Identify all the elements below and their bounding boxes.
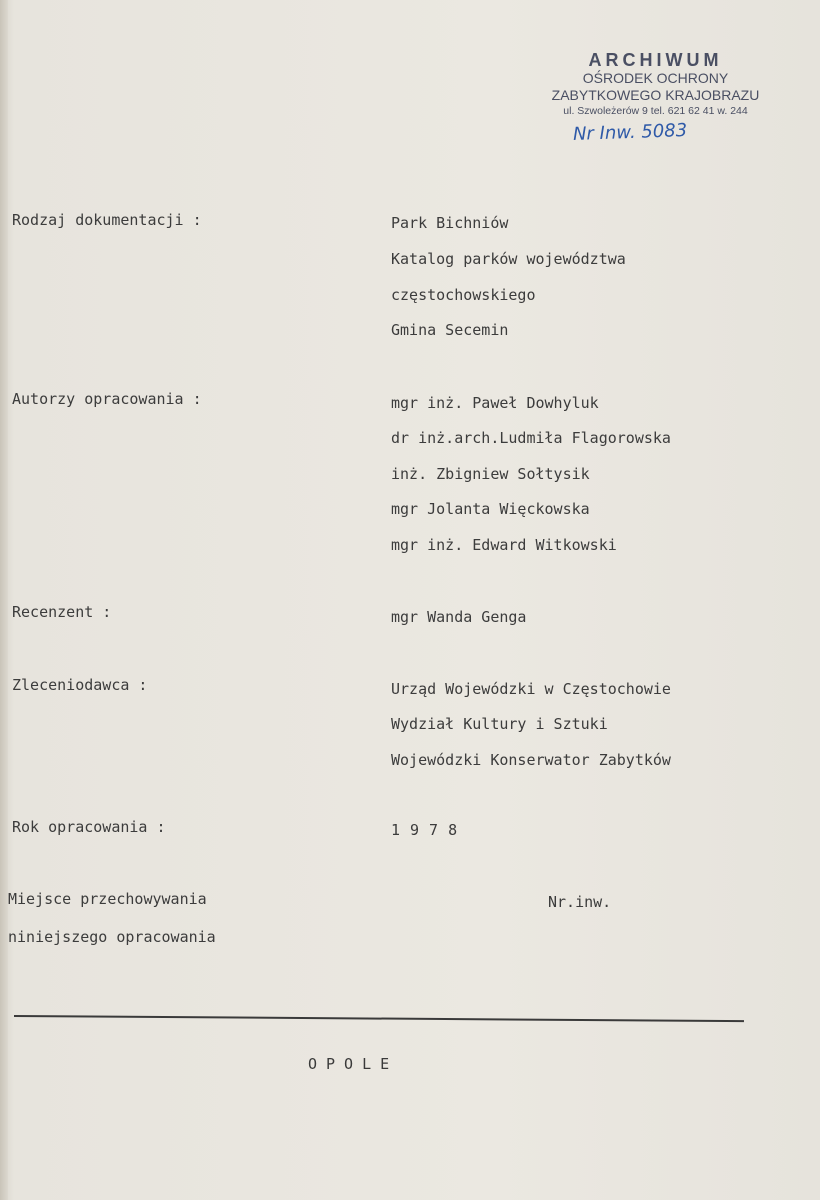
author-3: inż. Zbigniew Sołtysik [391, 465, 590, 483]
client-label: Zleceniodawca : [12, 676, 148, 694]
type-value-4: Gmina Secemin [391, 321, 509, 339]
author-2: dr inż.arch.Ludmiła Flagorowska [391, 429, 671, 447]
footer-city: OPOLE [308, 1055, 399, 1073]
stamp-address: ul. Szwoleżerów 9 tel. 621 62 41 w. 244 [563, 105, 748, 117]
type-label: Rodzaj dokumentacji : [12, 211, 202, 229]
storage-label-1: Miejsce przechowywania [8, 890, 207, 908]
storage-label-2: niniejszego opracowania [8, 928, 216, 946]
client-value-2: Wydział Kultury i Sztuki [391, 715, 608, 733]
type-value-2: Katalog parków województwa [391, 250, 626, 268]
year-value: 1978 [391, 821, 468, 839]
stamp-title: ARCHIWUM [588, 50, 723, 70]
client-value-1: Urząd Wojewódzki w Częstochowie [391, 680, 671, 698]
author-4: mgr Jolanta Więckowska [391, 500, 590, 518]
reviewer-value: mgr Wanda Genga [391, 608, 527, 626]
type-value-3: częstochowskiego [391, 286, 536, 304]
divider-line [14, 1015, 744, 1022]
binding-edge [0, 0, 8, 1200]
archive-stamp [548, 50, 763, 119]
author-1: mgr inż. Paweł Dowhyluk [391, 394, 599, 412]
client-value-3: Wojewódzki Konserwator Zabytków [391, 751, 671, 769]
authors-label: Autorzy opracowania : [12, 390, 202, 408]
handwritten-inventory-number: Nr Inw. 5083 [572, 120, 688, 145]
author-5: mgr inż. Edward Witkowski [391, 536, 617, 554]
stamp-line-3: ZABYTKOWEGO KRAJOBRAZU [551, 87, 760, 103]
stamp-line-2: OŚRODEK OCHRONY [582, 70, 729, 86]
storage-value: Nr.inw. [548, 893, 612, 911]
type-value-1: Park Bichniów [391, 214, 509, 232]
reviewer-label: Recenzent : [12, 603, 112, 621]
year-label: Rok opracowania : [12, 818, 166, 836]
